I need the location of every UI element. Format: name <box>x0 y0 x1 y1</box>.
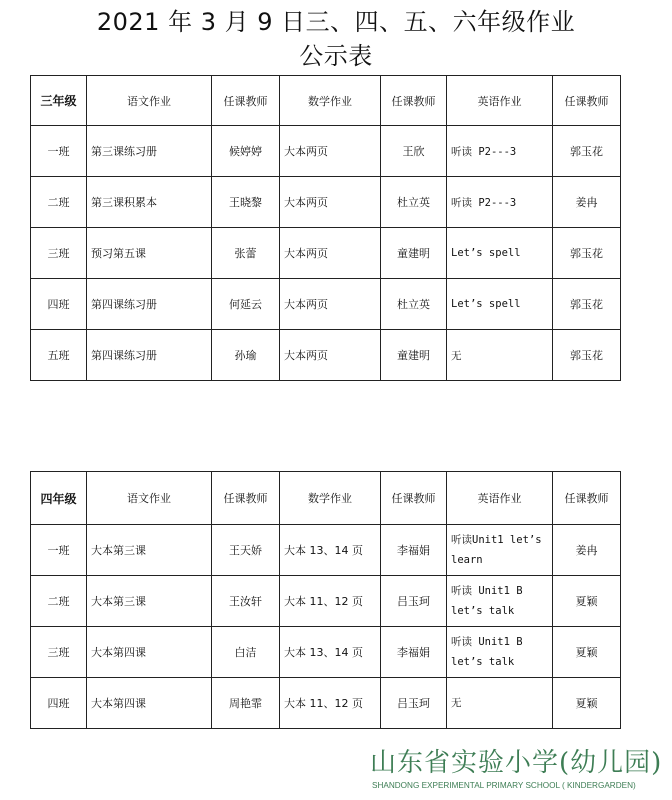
math-cell: 大本 13、14 页 <box>280 525 381 576</box>
teacher-cell: 童建明 <box>381 228 447 279</box>
teacher-cell: 吕玉珂 <box>381 678 447 729</box>
teacher-cell: 郭玉花 <box>553 228 621 279</box>
english-cell: 无 <box>447 330 553 381</box>
english-cell: 听读 P2---3 <box>447 177 553 228</box>
header-teacher: 任课教师 <box>381 472 447 525</box>
table-row <box>31 177 621 228</box>
teacher-cell: 郭玉花 <box>553 279 621 330</box>
table-header-row <box>31 76 621 126</box>
header-chinese: 语文作业 <box>87 76 212 126</box>
grade-label: 四年级 <box>31 472 87 525</box>
math-cell: 大本 11、12 页 <box>280 678 381 729</box>
class-cell: 五班 <box>31 330 87 381</box>
grade4-table <box>30 471 621 729</box>
grade-label: 三年级 <box>31 76 87 126</box>
chinese-cell: 第四课练习册 <box>87 330 212 381</box>
table-row <box>31 678 621 729</box>
table-row <box>31 330 621 381</box>
school-logo-chinese: 山东省实验小学(幼儿园) <box>370 748 663 778</box>
teacher-cell: 姜冉 <box>553 177 621 228</box>
header-chinese: 语文作业 <box>87 472 212 525</box>
math-cell: 大本两页 <box>280 177 381 228</box>
table-row <box>31 228 621 279</box>
header-teacher: 任课教师 <box>212 76 280 126</box>
english-cell: 听读Unit1 let’s learn <box>447 525 553 576</box>
teacher-cell: 姜冉 <box>553 525 621 576</box>
english-cell: 听读 Unit1 B let’s talk <box>447 627 553 678</box>
english-cell: 听读 P2---3 <box>447 126 553 177</box>
header-teacher: 任课教师 <box>553 76 621 126</box>
teacher-cell: 李福娟 <box>381 627 447 678</box>
class-cell: 一班 <box>31 525 87 576</box>
header-english: 英语作业 <box>447 472 553 525</box>
teacher-cell: 夏颖 <box>553 627 621 678</box>
table-row <box>31 126 621 177</box>
class-cell: 四班 <box>31 279 87 330</box>
chinese-cell: 第四课练习册 <box>87 279 212 330</box>
table-row <box>31 525 621 576</box>
teacher-cell: 周艳霏 <box>212 678 280 729</box>
table-row <box>31 279 621 330</box>
teacher-cell: 孙瑜 <box>212 330 280 381</box>
math-cell: 大本两页 <box>280 330 381 381</box>
chinese-cell: 大本第三课 <box>87 525 212 576</box>
teacher-cell: 白洁 <box>212 627 280 678</box>
grade3-table <box>30 75 621 381</box>
math-cell: 大本 11、12 页 <box>280 576 381 627</box>
teacher-cell: 夏颖 <box>553 678 621 729</box>
class-cell: 四班 <box>31 678 87 729</box>
class-cell: 二班 <box>31 177 87 228</box>
header-math: 数学作业 <box>280 76 381 126</box>
teacher-cell: 夏颖 <box>553 576 621 627</box>
class-cell: 三班 <box>31 627 87 678</box>
chinese-cell: 大本第四课 <box>87 627 212 678</box>
class-cell: 三班 <box>31 228 87 279</box>
table-header-row <box>31 472 621 525</box>
teacher-cell: 王欣 <box>381 126 447 177</box>
table-row <box>31 576 621 627</box>
teacher-cell: 杜立英 <box>381 279 447 330</box>
teacher-cell: 王汝轩 <box>212 576 280 627</box>
header-math: 数学作业 <box>280 472 381 525</box>
teacher-cell: 童建明 <box>381 330 447 381</box>
english-cell: 无 <box>447 678 553 729</box>
header-english: 英语作业 <box>447 76 553 126</box>
chinese-cell: 大本第四课 <box>87 678 212 729</box>
teacher-cell: 何延云 <box>212 279 280 330</box>
teacher-cell: 郭玉花 <box>553 126 621 177</box>
chinese-cell: 第三课积累本 <box>87 177 212 228</box>
class-cell: 一班 <box>31 126 87 177</box>
math-cell: 大本两页 <box>280 228 381 279</box>
page-title: 2021 年 3 月 9 日三、四、五、六年级作业 <box>96 8 576 36</box>
chinese-cell: 大本第三课 <box>87 576 212 627</box>
math-cell: 大本 13、14 页 <box>280 627 381 678</box>
math-cell: 大本两页 <box>280 126 381 177</box>
chinese-cell: 预习第五课 <box>87 228 212 279</box>
header-teacher: 任课教师 <box>381 76 447 126</box>
math-cell: 大本两页 <box>280 279 381 330</box>
header-teacher: 任课教师 <box>553 472 621 525</box>
teacher-cell: 候婷婷 <box>212 126 280 177</box>
class-cell: 二班 <box>31 576 87 627</box>
chinese-cell: 第三课练习册 <box>87 126 212 177</box>
english-cell: Let’s spell <box>447 279 553 330</box>
school-logo-english: SHANDONG EXPERIMENTAL PRIMARY SCHOOL ( KINDERGARDEN) <box>372 781 636 790</box>
header-teacher: 任课教师 <box>212 472 280 525</box>
teacher-cell: 杜立英 <box>381 177 447 228</box>
teacher-cell: 王天娇 <box>212 525 280 576</box>
teacher-cell: 张蕾 <box>212 228 280 279</box>
teacher-cell: 郭玉花 <box>553 330 621 381</box>
teacher-cell: 李福娟 <box>381 525 447 576</box>
teacher-cell: 王晓黎 <box>212 177 280 228</box>
page-subtitle: 公示表 <box>299 42 373 70</box>
english-cell: Let’s spell <box>447 228 553 279</box>
table-row <box>31 627 621 678</box>
teacher-cell: 吕玉珂 <box>381 576 447 627</box>
english-cell: 听读 Unit1 B let’s talk <box>447 576 553 627</box>
